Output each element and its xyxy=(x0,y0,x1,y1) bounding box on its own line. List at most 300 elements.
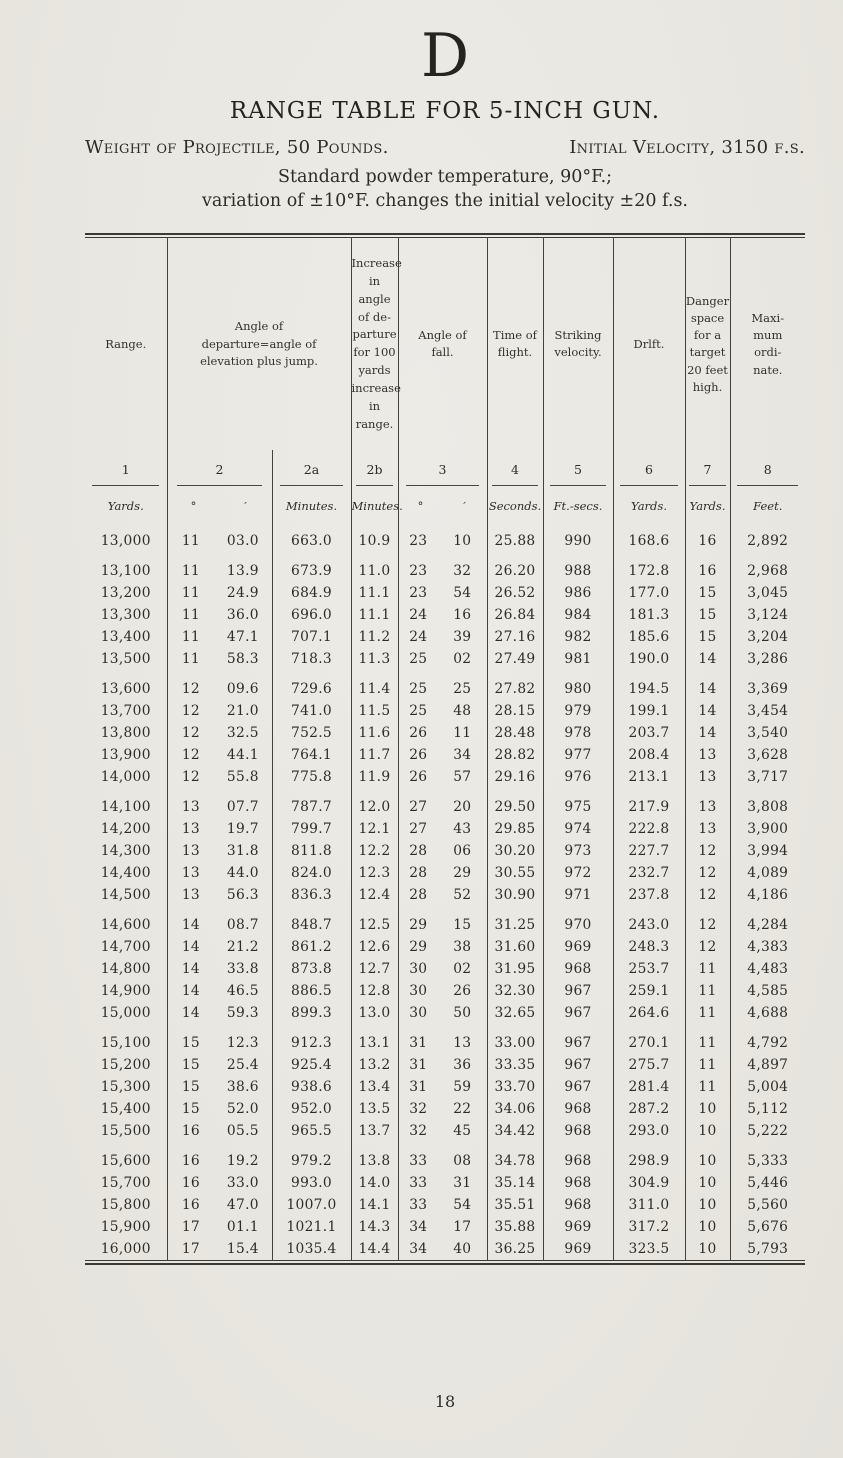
table-cell: 190.0 xyxy=(613,648,685,670)
table-cell: 4,186 xyxy=(730,884,805,906)
table-row xyxy=(85,1054,805,1076)
plate-letter: D xyxy=(420,21,470,91)
table-cell: 11 xyxy=(685,980,730,1002)
table-cell: 980 xyxy=(543,670,613,700)
minutes-value: 52 xyxy=(453,887,472,904)
minutes-value: 31 xyxy=(453,1175,472,1192)
degrees-value: 14 xyxy=(181,1005,200,1022)
degrees-value: 13 xyxy=(181,799,200,816)
table-cell: 861.2 xyxy=(272,936,351,958)
table-cell: 977 xyxy=(543,744,613,766)
table-cell: 33.00 xyxy=(487,1024,543,1054)
table-cell: 4,688 xyxy=(730,1002,805,1024)
minutes-value: 58.3 xyxy=(226,651,259,668)
table-row xyxy=(85,1120,805,1142)
minutes-value: 45 xyxy=(453,1123,472,1140)
table-cell: 287.2 xyxy=(613,1098,685,1120)
table-cell: 13,600 xyxy=(100,681,151,698)
table-cell: 25.88 xyxy=(487,524,543,552)
degrees-value: 12 xyxy=(181,703,200,720)
minutes-value: 48 xyxy=(453,703,472,720)
minute-symbol: ′ xyxy=(463,499,466,514)
column-number: 4 xyxy=(487,450,543,494)
minutes-value: 05.5 xyxy=(226,1123,259,1140)
table-cell: 3,369 xyxy=(730,670,805,700)
col-header-striking-velocity: Striking velocity. xyxy=(543,238,613,451)
table-cell: 799.7 xyxy=(272,818,351,840)
table-cell: 899.3 xyxy=(272,1002,351,1024)
table-row xyxy=(85,1142,805,1172)
table-cell: 13.8 xyxy=(351,1142,398,1172)
degrees-value: 30 xyxy=(409,983,428,1000)
table-cell: 969 xyxy=(543,1238,613,1261)
table-cell: 15 xyxy=(685,604,730,626)
degrees-value: 11 xyxy=(181,629,200,646)
table-cell: 12.6 xyxy=(351,936,398,958)
table-cell: 979 xyxy=(543,700,613,722)
table-cell xyxy=(398,766,487,788)
minute-symbol: ′ xyxy=(244,499,247,514)
degrees-value: 14 xyxy=(181,939,200,956)
table-cell xyxy=(167,884,272,906)
minutes-value: 50 xyxy=(453,1005,472,1022)
minutes-value: 11 xyxy=(453,725,472,742)
minutes-value: 40 xyxy=(453,1241,472,1258)
minutes-value: 02 xyxy=(453,961,472,978)
table-cell: 12 xyxy=(685,862,730,884)
table-cell: 10 xyxy=(685,1142,730,1172)
table-cell: 35.88 xyxy=(487,1216,543,1238)
table-cell: 4,585 xyxy=(730,980,805,1002)
table-cell: 967 xyxy=(543,980,613,1002)
table-cell xyxy=(167,1216,272,1238)
table-cell: 975 xyxy=(543,788,613,818)
table-cell: 684.9 xyxy=(272,582,351,604)
table-cell: 3,540 xyxy=(730,722,805,744)
table-cell: 304.9 xyxy=(613,1172,685,1194)
table-cell: 12.8 xyxy=(351,980,398,1002)
table-cell: 15,300 xyxy=(100,1079,151,1096)
table-cell: 848.7 xyxy=(272,906,351,936)
table-cell: 275.7 xyxy=(613,1054,685,1076)
table-row xyxy=(85,840,805,862)
degrees-value: 32 xyxy=(409,1101,428,1118)
table-cell: 967 xyxy=(543,1076,613,1098)
table-row xyxy=(85,700,805,722)
powder-temperature-note xyxy=(85,166,805,213)
degrees-value: 26 xyxy=(409,747,428,764)
minutes-value: 13.9 xyxy=(226,563,259,580)
header-row xyxy=(85,238,805,451)
unit-label: Feet. xyxy=(730,494,805,524)
table-cell: 15,500 xyxy=(100,1123,151,1140)
table-row xyxy=(85,744,805,766)
table-cell: 14 xyxy=(685,648,730,670)
table-cell xyxy=(167,1238,272,1261)
minutes-value: 33.0 xyxy=(226,1175,259,1192)
table-cell: 967 xyxy=(543,1002,613,1024)
minutes-value: 19.2 xyxy=(226,1153,259,1170)
table-cell: 33.70 xyxy=(487,1076,543,1098)
table-cell: 5,333 xyxy=(730,1142,805,1172)
table-cell: 11.2 xyxy=(351,626,398,648)
degrees-value: 28 xyxy=(409,865,428,882)
minutes-value: 55.8 xyxy=(226,769,259,786)
table-cell xyxy=(167,670,272,700)
table-cell: 4,284 xyxy=(730,906,805,936)
table-cell: 707.1 xyxy=(272,626,351,648)
degrees-value: 34 xyxy=(409,1241,428,1258)
table-row xyxy=(85,722,805,744)
table-cell: 14,100 xyxy=(100,799,151,816)
degrees-value: 16 xyxy=(181,1153,200,1170)
degrees-value: 13 xyxy=(181,821,200,838)
table-cell: 973 xyxy=(543,840,613,862)
table-cell: 311.0 xyxy=(613,1194,685,1216)
table-cell: 1035.4 xyxy=(272,1238,351,1261)
table-cell: 969 xyxy=(543,936,613,958)
degrees-value: 15 xyxy=(181,1101,200,1118)
table-row xyxy=(85,604,805,626)
table-cell: 974 xyxy=(543,818,613,840)
table-cell: 14,000 xyxy=(100,769,151,786)
table-cell: 752.5 xyxy=(272,722,351,744)
table-cell: 663.0 xyxy=(272,524,351,552)
unit-label xyxy=(167,494,272,524)
table-cell: 168.6 xyxy=(613,524,685,552)
unit-label: Ft.-secs. xyxy=(543,494,613,524)
table-cell: 981 xyxy=(543,648,613,670)
table-cell: 13 xyxy=(685,766,730,788)
degrees-value: 14 xyxy=(181,983,200,1000)
degrees-value: 25 xyxy=(409,651,428,668)
col-header-angle-of-departure: Angle of departure=angle of elevation plus jump. xyxy=(167,238,351,451)
degrees-value: 30 xyxy=(409,961,428,978)
table-row xyxy=(85,936,805,958)
table-cell xyxy=(167,980,272,1002)
degrees-value: 24 xyxy=(409,629,428,646)
table-cell: 952.0 xyxy=(272,1098,351,1120)
table-cell: 3,204 xyxy=(730,626,805,648)
col-header-danger-space: Danger space for a target 20 feet high. xyxy=(685,238,730,451)
table-cell: 259.1 xyxy=(613,980,685,1002)
table-cell xyxy=(167,1002,272,1024)
table-cell: 30.90 xyxy=(487,884,543,906)
table-cell xyxy=(167,524,272,552)
table-cell xyxy=(398,862,487,884)
table-cell: 5,112 xyxy=(730,1098,805,1120)
table-row xyxy=(85,1238,805,1261)
minutes-value: 22 xyxy=(453,1101,472,1118)
minutes-value: 26 xyxy=(453,983,472,1000)
minutes-value: 09.6 xyxy=(226,681,259,698)
table-cell: 13.4 xyxy=(351,1076,398,1098)
table-cell: 729.6 xyxy=(272,670,351,700)
powder-note-line-1: Standard powder temperature, 90°F.; xyxy=(277,167,613,187)
table-cell: 13,700 xyxy=(100,703,151,720)
table-cell: 11.6 xyxy=(351,722,398,744)
table-cell xyxy=(167,958,272,980)
table-cell: 3,808 xyxy=(730,788,805,818)
degrees-value: 29 xyxy=(409,917,428,934)
table-cell: 965.5 xyxy=(272,1120,351,1142)
degrees-value: 23 xyxy=(409,533,428,550)
table-cell: 12.5 xyxy=(351,906,398,936)
unit-label: Yards. xyxy=(613,494,685,524)
table-cell: 15 xyxy=(685,626,730,648)
degrees-value: 15 xyxy=(181,1035,200,1052)
degrees-value: 28 xyxy=(409,887,428,904)
minutes-value: 21.2 xyxy=(226,939,259,956)
table-cell: 253.7 xyxy=(613,958,685,980)
table-cell: 15,600 xyxy=(100,1153,151,1170)
degrees-value: 17 xyxy=(181,1219,200,1236)
table-cell: 11 xyxy=(685,1002,730,1024)
minutes-value: 01.1 xyxy=(226,1219,259,1236)
table-row xyxy=(85,1098,805,1120)
table-cell xyxy=(167,1120,272,1142)
table-cell: 969 xyxy=(543,1216,613,1238)
table-cell: 968 xyxy=(543,958,613,980)
column-number: 8 xyxy=(730,450,805,494)
table-cell: 938.6 xyxy=(272,1076,351,1098)
degrees-value: 33 xyxy=(409,1197,428,1214)
table-cell: 968 xyxy=(543,1120,613,1142)
column-number: 2 xyxy=(167,450,272,494)
table-cell: 984 xyxy=(543,604,613,626)
table-cell: 243.0 xyxy=(613,906,685,936)
table-cell: 10 xyxy=(685,1216,730,1238)
table-cell xyxy=(398,1142,487,1172)
minutes-value: 31.8 xyxy=(226,843,259,860)
table-cell: 13.7 xyxy=(351,1120,398,1142)
table-cell: 968 xyxy=(543,1194,613,1216)
table-cell: 10 xyxy=(685,1172,730,1194)
table-cell: 968 xyxy=(543,1172,613,1194)
degrees-value: 24 xyxy=(409,607,428,624)
table-cell: 34.78 xyxy=(487,1142,543,1172)
table-cell: 3,628 xyxy=(730,744,805,766)
table-cell: 13,500 xyxy=(100,651,151,668)
minutes-value: 12.3 xyxy=(226,1035,259,1052)
degrees-value: 12 xyxy=(181,681,200,698)
table-cell: 11.4 xyxy=(351,670,398,700)
col-header-range: Range. xyxy=(105,336,147,351)
table-cell: 5,560 xyxy=(730,1194,805,1216)
table-cell xyxy=(398,700,487,722)
degrees-value: 13 xyxy=(181,843,200,860)
table-row xyxy=(85,552,805,582)
table-cell: 3,124 xyxy=(730,604,805,626)
minutes-value: 39 xyxy=(453,629,472,646)
table-cell: 787.7 xyxy=(272,788,351,818)
table-row xyxy=(85,1194,805,1216)
table-cell: 982 xyxy=(543,626,613,648)
table-cell xyxy=(167,1076,272,1098)
table-cell: 213.1 xyxy=(613,766,685,788)
table-cell: 972 xyxy=(543,862,613,884)
table-cell: 912.3 xyxy=(272,1024,351,1054)
table-cell: 11.1 xyxy=(351,582,398,604)
table-cell xyxy=(398,1002,487,1024)
table-cell xyxy=(167,818,272,840)
units-row xyxy=(85,494,805,524)
degrees-value: 13 xyxy=(181,887,200,904)
minutes-value: 24.9 xyxy=(226,585,259,602)
minutes-value: 19.7 xyxy=(226,821,259,838)
table-cell: 971 xyxy=(543,884,613,906)
minutes-value: 08.7 xyxy=(226,917,259,934)
table-cell: 15,100 xyxy=(100,1035,151,1052)
table-cell: 11.9 xyxy=(351,766,398,788)
minutes-value: 54 xyxy=(453,1197,472,1214)
degrees-value: 12 xyxy=(181,747,200,764)
table-cell: 31.95 xyxy=(487,958,543,980)
table-cell: 970 xyxy=(543,906,613,936)
table-cell: 28.15 xyxy=(487,700,543,722)
table-row xyxy=(85,862,805,884)
table-cell: 31.25 xyxy=(487,906,543,936)
table-cell: 988 xyxy=(543,552,613,582)
page-title: RANGE TABLE FOR 5-INCH GUN. xyxy=(229,98,661,124)
table-cell: 775.8 xyxy=(272,766,351,788)
degrees-value: 23 xyxy=(409,585,428,602)
table-row xyxy=(85,1076,805,1098)
table-cell: 14,500 xyxy=(100,887,151,904)
minutes-value: 02 xyxy=(453,651,472,668)
table-cell xyxy=(167,722,272,744)
minutes-value: 44.1 xyxy=(226,747,259,764)
table-cell: 14 xyxy=(685,670,730,700)
table-cell: 978 xyxy=(543,722,613,744)
table-cell: 29.16 xyxy=(487,766,543,788)
table-cell: 993.0 xyxy=(272,1172,351,1194)
table-cell: 15,000 xyxy=(100,1005,151,1022)
table-cell: 323.5 xyxy=(613,1238,685,1261)
table-cell: 11.0 xyxy=(351,552,398,582)
table-cell: 3,045 xyxy=(730,582,805,604)
degrees-value: 26 xyxy=(409,725,428,742)
table-cell: 298.9 xyxy=(613,1142,685,1172)
degrees-value: 27 xyxy=(409,799,428,816)
minutes-value: 38 xyxy=(453,939,472,956)
col-header-maximum-ordinate: Maximum ordinate. xyxy=(730,238,805,451)
minutes-value: 33.8 xyxy=(226,961,259,978)
table-cell xyxy=(398,1024,487,1054)
table-cell: 764.1 xyxy=(272,744,351,766)
degrees-value: 12 xyxy=(181,769,200,786)
minutes-value: 25.4 xyxy=(226,1057,259,1074)
table-row xyxy=(85,1002,805,1024)
table-cell xyxy=(398,1172,487,1194)
table-cell: 990 xyxy=(543,524,613,552)
table-cell xyxy=(398,906,487,936)
table-cell xyxy=(167,700,272,722)
table-cell: 29.85 xyxy=(487,818,543,840)
table-cell: 15,200 xyxy=(100,1057,151,1074)
table-cell xyxy=(398,936,487,958)
unit-label: Yards. xyxy=(685,494,730,524)
table-cell xyxy=(398,1054,487,1076)
degrees-value: 11 xyxy=(181,651,200,668)
minutes-value: 10 xyxy=(453,533,472,550)
table-cell: 741.0 xyxy=(272,700,351,722)
table-cell xyxy=(167,840,272,862)
table-cell xyxy=(167,648,272,670)
subtitle-row xyxy=(85,137,805,158)
table-cell xyxy=(167,626,272,648)
table-cell: 673.9 xyxy=(272,552,351,582)
minutes-value: 46.5 xyxy=(226,983,259,1000)
minutes-value: 08 xyxy=(453,1153,472,1170)
minutes-value: 43 xyxy=(453,821,472,838)
table-cell: 14,700 xyxy=(100,939,151,956)
table-row xyxy=(85,1024,805,1054)
degrees-value: 30 xyxy=(409,1005,428,1022)
degrees-value: 23 xyxy=(409,563,428,580)
table-cell xyxy=(167,1024,272,1054)
table-cell: 10 xyxy=(685,1120,730,1142)
table-cell xyxy=(167,1142,272,1172)
table-cell xyxy=(398,722,487,744)
degrees-value: 16 xyxy=(181,1197,200,1214)
table-cell: 208.4 xyxy=(613,744,685,766)
minutes-value: 59.3 xyxy=(226,1005,259,1022)
page-content xyxy=(85,0,805,1265)
table-cell: 35.51 xyxy=(487,1194,543,1216)
table-cell: 14,800 xyxy=(100,961,151,978)
table-cell xyxy=(167,1194,272,1216)
table-cell: 14.1 xyxy=(351,1194,398,1216)
table-cell: 14.3 xyxy=(351,1216,398,1238)
minutes-value: 21.0 xyxy=(226,703,259,720)
table-cell xyxy=(167,936,272,958)
table-cell xyxy=(398,788,487,818)
table-cell: 14,600 xyxy=(100,917,151,934)
table-cell: 34.42 xyxy=(487,1120,543,1142)
table-cell: 13.1 xyxy=(351,1024,398,1054)
table-cell: 15,700 xyxy=(100,1175,151,1192)
degrees-value: 15 xyxy=(181,1079,200,1096)
table-cell: 811.8 xyxy=(272,840,351,862)
table-cell xyxy=(398,582,487,604)
table-cell: 13,300 xyxy=(100,607,151,624)
unit-label: Seconds. xyxy=(487,494,543,524)
table-cell: 222.8 xyxy=(613,818,685,840)
table-cell: 33.35 xyxy=(487,1054,543,1076)
table-cell: 270.1 xyxy=(613,1024,685,1054)
table-cell: 31.60 xyxy=(487,936,543,958)
powder-note-line-2: variation of ±10°F. changes the initial velocity ±20 f.s. xyxy=(201,190,688,211)
table-cell xyxy=(167,1054,272,1076)
table-cell xyxy=(167,906,272,936)
minutes-value: 36.0 xyxy=(226,607,259,624)
table-cell xyxy=(167,1098,272,1120)
degrees-value: 25 xyxy=(409,681,428,698)
minutes-value: 56.3 xyxy=(226,887,259,904)
table-cell: 13,200 xyxy=(100,585,151,602)
table-cell: 1021.1 xyxy=(272,1216,351,1238)
minutes-value: 36 xyxy=(453,1057,472,1074)
table-cell: 3,717 xyxy=(730,766,805,788)
table-cell: 16 xyxy=(685,524,730,552)
table-cell: 925.4 xyxy=(272,1054,351,1076)
minutes-value: 16 xyxy=(453,607,472,624)
table-cell: 11.5 xyxy=(351,700,398,722)
degrees-value: 17 xyxy=(181,1241,200,1258)
initial-velocity-label: Initial Velocity, 3150 f.s. xyxy=(569,137,805,158)
table-cell: 986 xyxy=(543,582,613,604)
